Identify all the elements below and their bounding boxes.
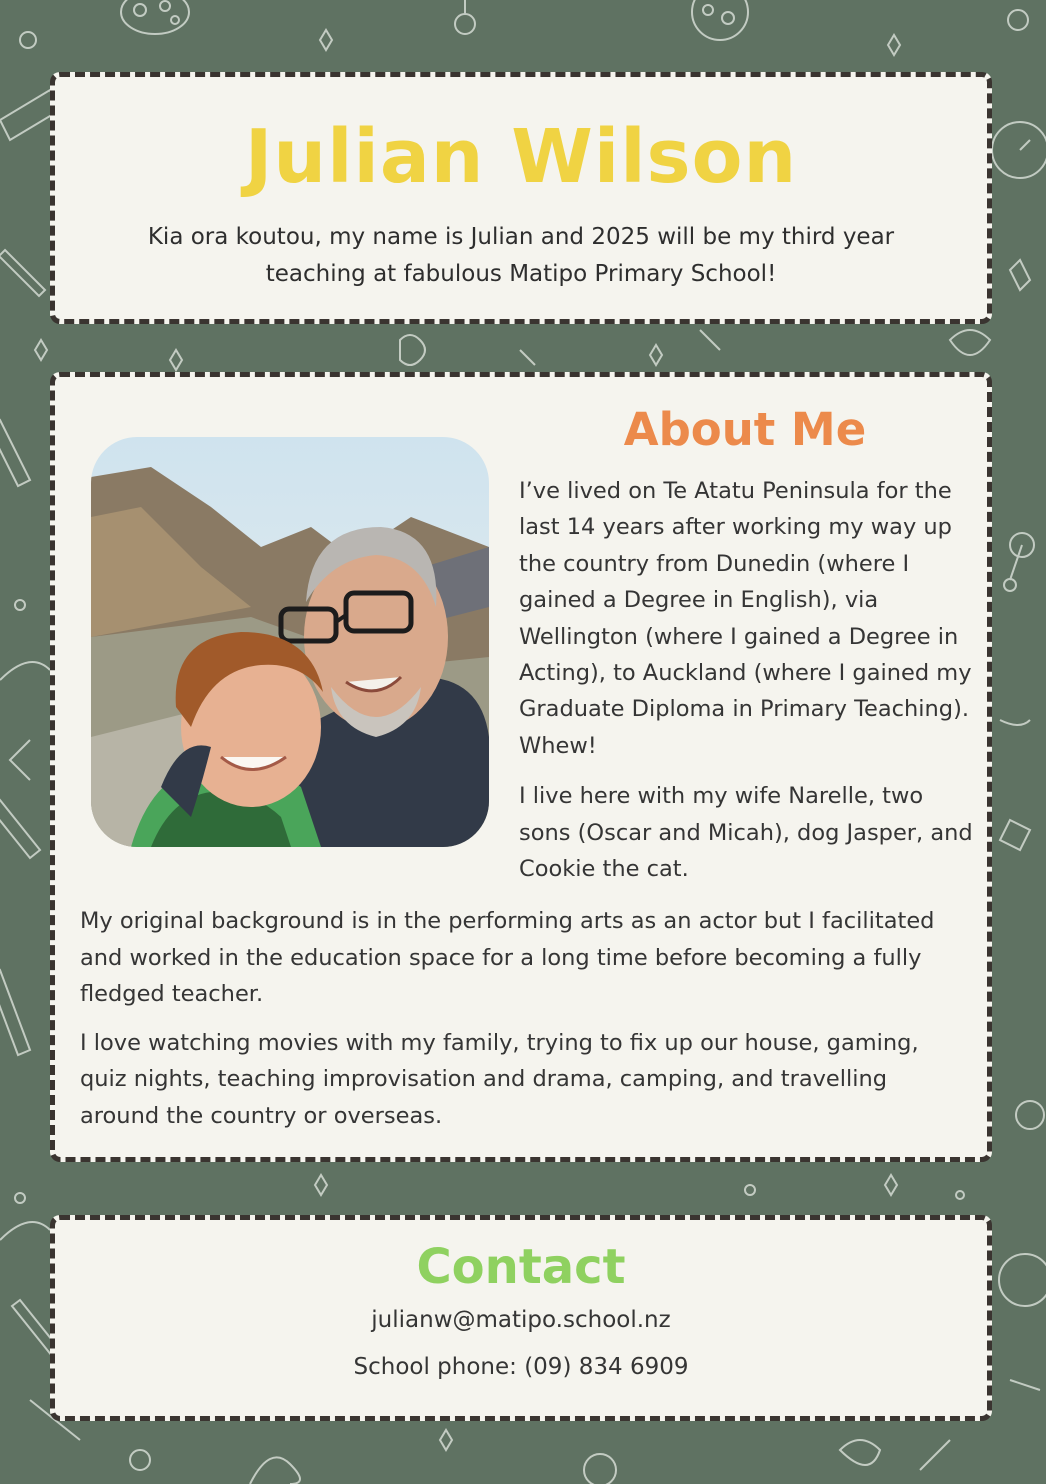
contact-email[interactable]: julianw@matipo.school.nz: [371, 1307, 671, 1333]
about-side-text: [519, 473, 979, 901]
contact-card: [50, 1215, 992, 1421]
about-full-text: [80, 903, 960, 1147]
about-paragraph: I live here with my wife Narelle, two sons (Oscar and Micah), dog Jasper, and Cookie the cat.: [519, 783, 973, 883]
about-card: [50, 372, 992, 1162]
intro-text: Kia ora koutou, my name is Julian and 2025 will be my third year teaching at fabulous Matipo Primary School!: [147, 224, 895, 287]
about-paragraph: I love watching movies with my family, trying to fix up our house, gaming, quiz nights, teaching improvisation and drama, camping, and travelling around the country or overseas.: [80, 1029, 919, 1129]
about-paragraph: I’ve lived on Te Atatu Peninsula for the last 14 years after working my way up the country from Dunedin (where I gained a Degree in English), via Wellington (where I gained a Degree in Acting), to Auckland (where I gained my Graduate Diploma in Primary Teaching). Whew!: [519, 478, 972, 759]
header-card: [50, 72, 992, 324]
selfie-photo: [91, 437, 489, 847]
about-paragraph: My original background is in the performing arts as an actor but I facilitated and worked in the education space for a long time before becoming a fully fledged teacher.: [80, 908, 935, 1008]
about-me-heading: About Me: [623, 403, 867, 456]
teacher-name: Julian Wilson: [244, 114, 798, 200]
contact-heading: Contact: [416, 1239, 626, 1295]
contact-phone: School phone: (09) 834 6909: [353, 1354, 689, 1380]
